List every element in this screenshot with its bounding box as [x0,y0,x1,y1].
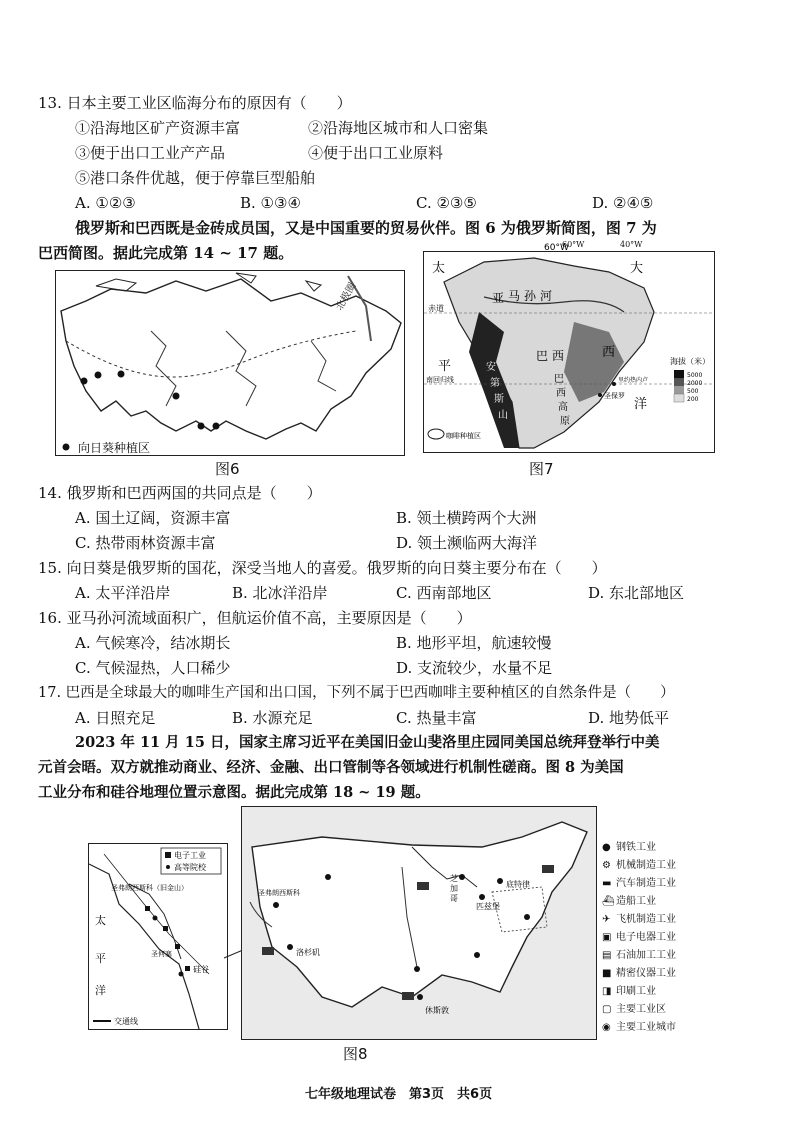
arctic-circle-label: 北极圈 [334,281,359,313]
legend-item [602,1000,712,1018]
inset-sf-label: 圣弗朗西斯科（旧金山） [111,884,188,892]
city-dot [459,874,465,880]
industrial-zone-icon: ▢ [602,1004,612,1015]
q16-choice-b: B. 地形平坦，航速较慢 [396,634,552,652]
legend-label: 印刷工业 [616,986,656,997]
legend-label: 石油加工工业 [616,950,676,961]
sunflower-dot [213,423,220,430]
legend-item [602,982,712,1000]
printing-icon: ◨ [602,986,612,997]
q17-stem: 17. 巴西是全球最大的咖啡生产国和出口国，下列不属于巴西咖啡主要种植区的自然条件是（ ） [38,685,675,701]
lon-60w: 60°W [544,243,569,253]
andes-char: 第 [490,378,500,389]
city-dot [417,994,423,1000]
q13-choice-d: D. ②④⑤ [592,194,654,212]
city-dot [325,874,331,880]
q14-choice-d: D. 领土濒临两大海洋 [396,534,538,552]
map-detroit-label: 底特律 [506,880,530,889]
amazon-char: 孙 [524,289,537,303]
atlantic-char: 大 [630,261,644,276]
elevation-legend-title: 海拔（米） [670,357,710,366]
q16-choice-a: A. 气候寒冷，结冰期长 [75,634,231,652]
map-sf-label: 圣弗朗西斯科 [258,889,300,897]
q13-stem: 13. 日本主要工业区临海分布的原因有（ ） [38,94,352,112]
oil-icon: ▤ [602,950,612,961]
fig6-legend: 向日葵种植区 [78,441,151,455]
university-marker [179,972,184,977]
figure-6-russia-map [55,270,405,456]
figure-7-caption: 图7 [529,460,554,478]
inset-road-label: 交通线 [114,1017,138,1026]
instrument-icon: ■ [602,968,612,979]
inset-legend-university: 高等院校 [174,863,206,872]
q15-stem: 15. 向日葵是俄罗斯的国花，深受当地人的喜爱。俄罗斯的向日葵主要分布在（ ） [38,559,607,577]
elev-swatch [674,386,684,394]
legend-label: 机械制造工业 [616,860,676,871]
q15-choice-c: C. 西南部地区 [396,584,492,602]
sunflower-dot [95,372,102,379]
map-houston-label: 休斯敦 [425,1006,449,1015]
city-dot [612,382,616,386]
q13-option-4: ④便于出口工业原料 [308,144,444,162]
electronics-icon: ▣ [602,932,612,943]
car-icon: ▬ [602,878,612,889]
elev-value: 2000 [687,380,703,387]
legend-label: 电子电器工业 [616,932,676,943]
q13-choice-b: B. ①③④ [240,194,301,212]
lon-60w-label: 60°W [562,240,585,249]
city-dot [273,902,279,908]
electronics-marker [163,926,168,931]
amazon-char: 河 [540,289,553,303]
elev-value: 500 [687,388,699,395]
legend-label: 主要工业区 [616,1004,666,1015]
legend-label: 造船工业 [616,896,656,907]
ocean-char: 洋 [634,397,648,412]
electronics-legend-symbol [165,852,171,858]
intro-usa-line2: 元首会晤。双方就推动商业、经济、金融、出口管制等各领域进行机制性磋商。图 8 为美国 [38,759,624,776]
andes-char: 山 [498,410,508,421]
city-dot [524,914,530,920]
q17-choice-b: B. 水源充足 [232,709,313,727]
legend-label: 汽车制造工业 [616,878,676,889]
west-char: 西 [602,345,616,360]
industry-symbol [542,865,554,873]
figure-8-legend [602,838,712,1038]
university-marker [153,916,158,921]
elev-swatch [674,394,684,402]
city-dot [598,393,602,397]
legend-label: 主要工业城市 [616,1022,676,1033]
elev-value: 5000 [687,372,703,379]
q14-choice-b: B. 领土横跨两个大洲 [396,509,537,527]
page-footer: 七年级地理试卷 第3页 共6页 [305,1087,493,1102]
legend-item [602,928,712,946]
q16-choice-c: C. 气候湿热，人口稀少 [75,659,231,677]
rio-label: 里约热内卢 [618,377,649,384]
intro-russia-brazil-line2: 巴西简图。据此完成第 14 ~ 17 题。 [38,244,294,262]
industry-symbol [262,947,274,955]
q16-choice-d: D. 支流较少，水量不足 [396,659,553,677]
legend-item [602,892,712,910]
map-pittsburgh-label: 匹兹堡 [476,902,500,911]
elev-swatch [674,378,684,386]
city-dot [414,966,420,972]
city-dot [497,878,503,884]
electronics-marker [185,966,190,971]
q15-choice-d: D. 东北部地区 [588,584,685,602]
city-dot [287,944,293,950]
figure-8-caption: 图8 [343,1045,368,1063]
q14-choice-c: C. 热带雨林资源丰富 [75,534,216,552]
gear-icon: ⚙ [602,860,611,871]
q17-choice-d: D. 地势低平 [588,709,670,727]
map-la-label: 洛杉矶 [296,948,320,957]
sunflower-dot [198,423,205,430]
saopaulo-label: 圣保罗 [604,392,625,400]
map-chicago-char: 哥 [450,894,458,903]
sunflower-dot [173,393,180,400]
intro-usa-line3: 工业分布和硅谷地理位置示意图。据此完成第 18 ~ 19 题。 [38,784,430,801]
city-dot [479,894,485,900]
intro-usa-line1: 2023 年 11 月 15 日，国家主席习近平在美国旧金山斐洛里庄园同美国总统拜登举行中美 [75,734,660,751]
andes-char: 安 [486,362,496,373]
intro-russia-brazil-line1: 俄罗斯和巴西既是金砖成员国，又是中国重要的贸易伙伴。图 6 为俄罗斯简图，图 7 为 [75,219,657,237]
ship-icon: ⛴ [602,896,615,907]
legend-item [602,946,712,964]
figure-6-caption: 图6 [215,460,240,478]
q14-stem: 14. 俄罗斯和巴西两国的共同点是（ ） [38,484,322,502]
q13-choice-a: A. ①②③ [75,194,136,212]
andes-char: 斯 [494,394,504,405]
q13-choice-c: C. ②③⑤ [416,194,477,212]
industry-symbol [417,882,429,890]
airplane-icon: ✈ [602,914,611,925]
q13-option-5: ⑤港口条件优越，便于停靠巨型船舶 [75,169,316,187]
pacific-label: 平 [438,359,452,374]
inset-pacific-char: 平 [95,952,106,965]
plateau-char: 西 [556,388,566,399]
legend-dot [63,444,70,451]
map-chicago-char: 加 [450,884,458,893]
plateau-char: 原 [560,416,570,427]
sunflower-dot [118,371,125,378]
q13-option-2: ②沿海地区城市和人口密集 [308,119,489,137]
coffee-legend-symbol [428,429,444,439]
q14-choice-a: A. 国土辽阔，资源丰富 [75,509,231,527]
amazon-char: 马 [508,289,521,303]
electronics-marker [175,944,180,949]
map-chicago-char: 芝 [450,874,458,883]
electronics-marker [145,906,150,911]
plateau-char: 巴 [554,374,564,385]
legend-label: 飞机制造工业 [616,914,676,925]
inset-pacific-char: 太 [95,914,106,927]
q15-choice-a: A. 太平洋沿岸 [75,584,171,602]
legend-item [602,874,712,892]
coffee-legend-label: 咖啡种植区 [446,432,481,440]
legend-item [602,910,712,928]
tropic-label: 南回归线 [426,376,454,384]
equator-label: 赤道 [428,304,444,313]
inset-pacific-char: 洋 [95,984,106,997]
lon-40w-label: 40°W [620,240,643,249]
legend-label: 精密仪器工业 [616,968,676,979]
inset-legend-electronics: 电子工业 [174,851,206,860]
steel-icon: ● [602,842,611,853]
legend-item [602,1018,712,1036]
city-icon: ◉ [602,1022,611,1033]
legend-item [602,964,712,982]
figure-8-silicon-valley-inset [88,843,228,1030]
elev-swatch [674,370,684,378]
elev-value: 200 [687,396,699,403]
brazil-char: 巴 [536,349,549,363]
pacific-char: 太 [432,261,446,276]
brazil-char: 西 [552,349,565,363]
q13-option-3: ③便于出口工业产产品 [75,144,226,162]
q13-option-1: ①沿海地区矿产资源丰富 [75,119,241,137]
q17-choice-c: C. 热量丰富 [396,709,477,727]
sunflower-dot [81,378,88,385]
q15-choice-b: B. 北冰洋沿岸 [232,584,328,602]
figure-8-usa-map [241,806,597,1040]
q17-choice-a: A. 日照充足 [75,709,156,727]
plateau-char: 高 [558,402,568,413]
amazon-char: 亚 [492,291,505,305]
inset-valley-label: 硅谷 [193,965,209,974]
inset-sj-label: 圣何塞 [151,950,172,958]
industry-symbol [402,992,414,1000]
legend-item [602,856,712,874]
city-dot [474,952,480,958]
university-legend-symbol [166,865,170,869]
legend-item [602,838,712,856]
legend-label: 钢铁工业 [616,842,656,853]
q16-stem: 16. 亚马孙河流域面积广，但航运价值不高，主要原因是（ ） [38,609,472,627]
